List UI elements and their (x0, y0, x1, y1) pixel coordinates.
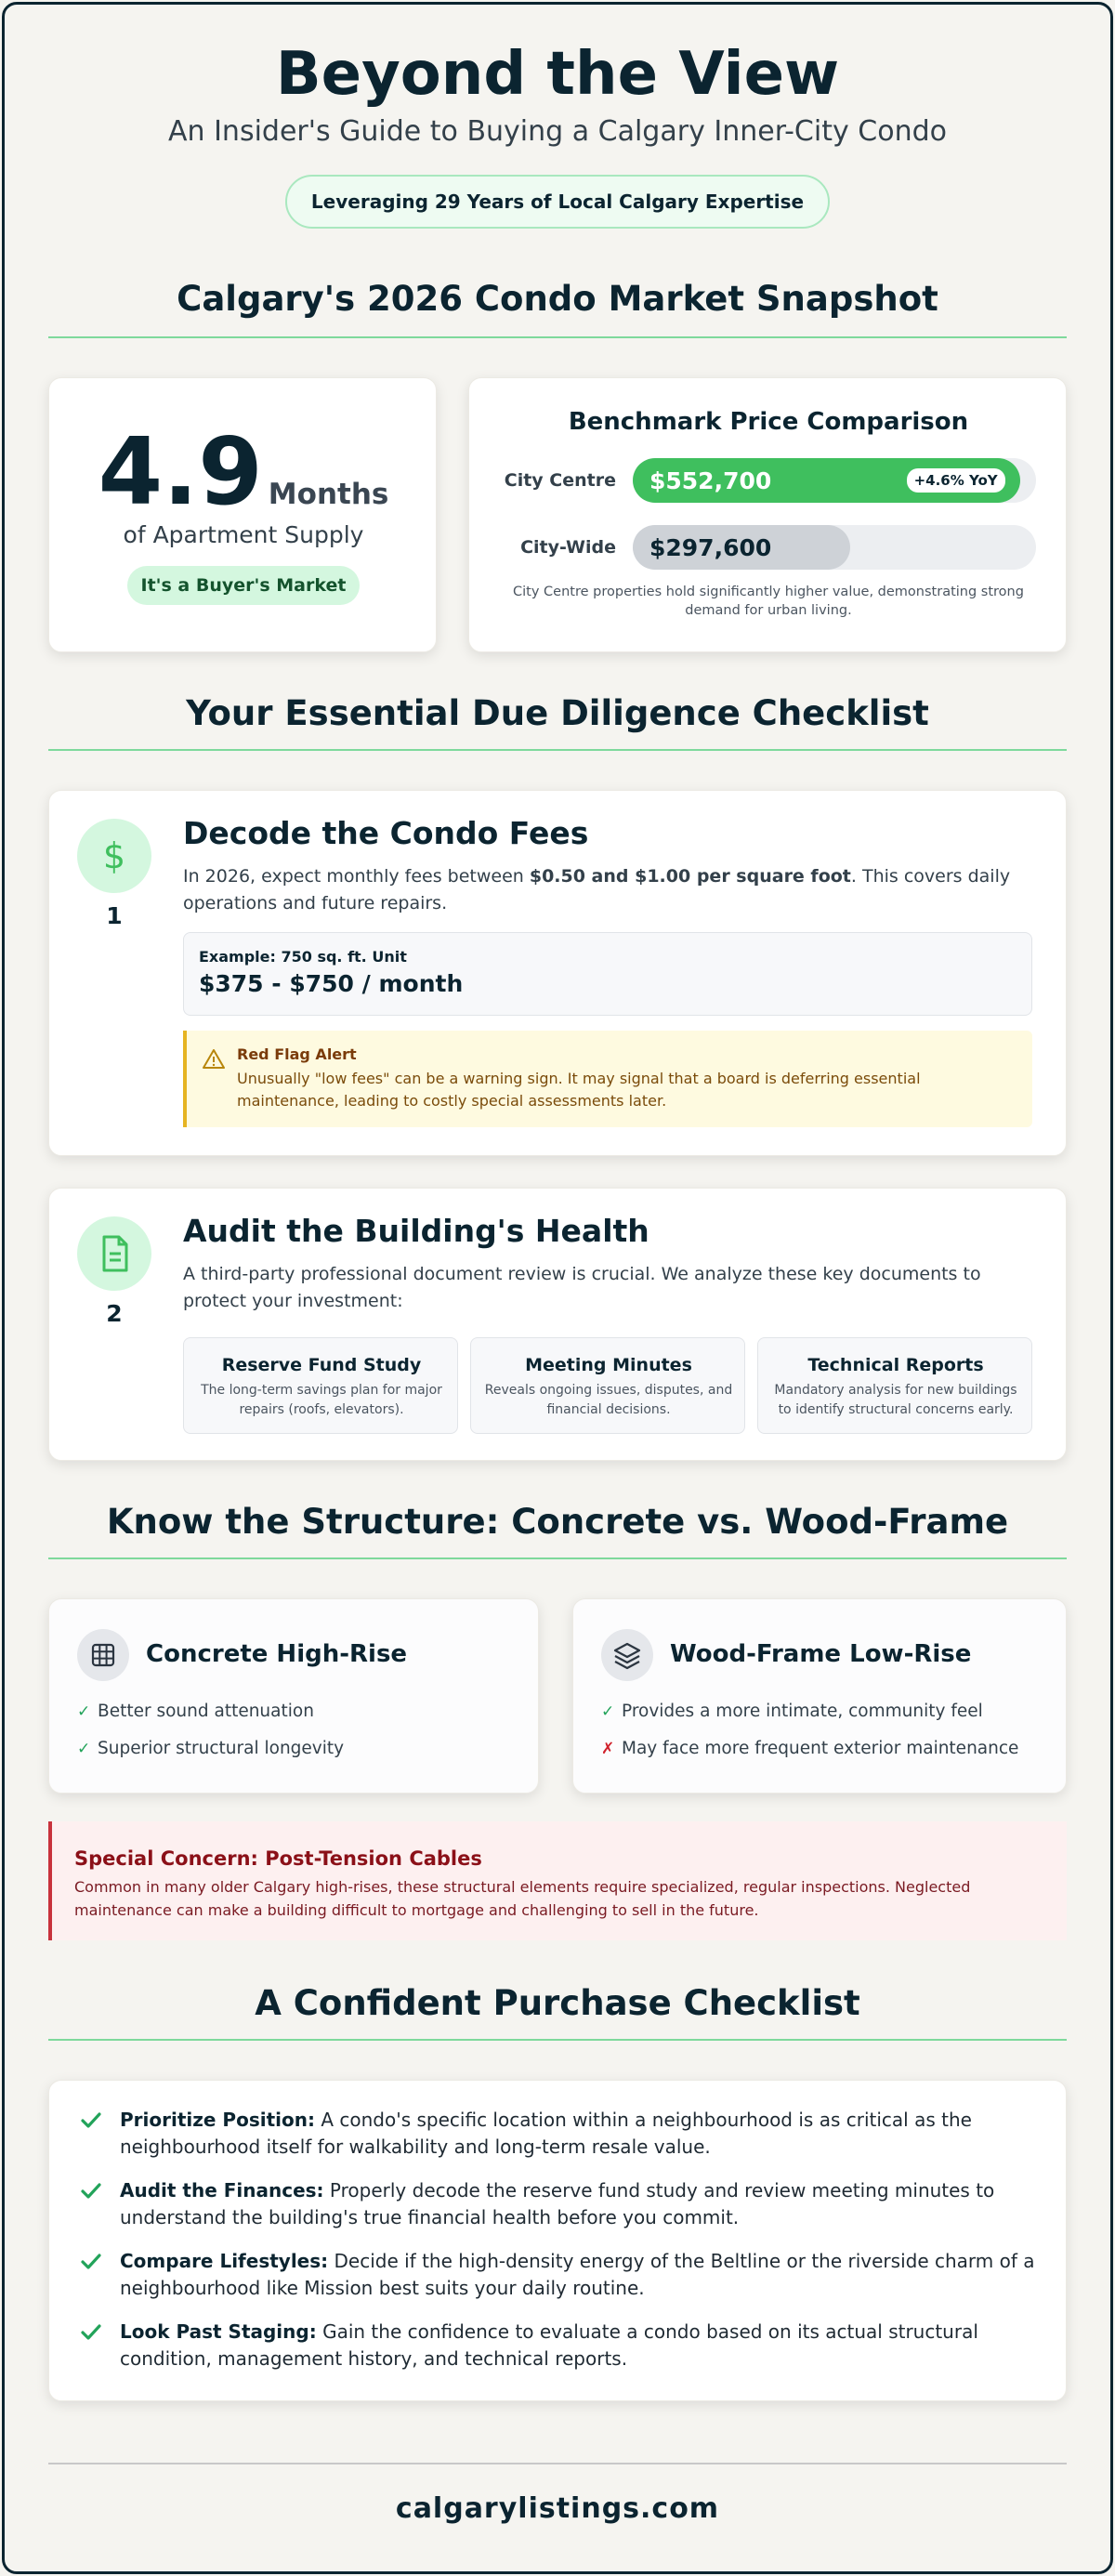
supply-value: 4.9 (98, 417, 263, 526)
expertise-badge: Leveraging 29 Years of Local Calgary Expertise (285, 175, 830, 229)
snapshot-title: Calgary's 2026 Condo Market Snapshot (177, 279, 938, 319)
check-icon: ✓ (77, 1702, 91, 1721)
document-icon (77, 1216, 151, 1291)
checklist-title: Your Essential Due Diligence Checklist (186, 693, 929, 733)
doc-title: Reserve Fund Study (221, 1355, 422, 1375)
bar-label: City Centre (504, 470, 616, 491)
expertise-badge-wrap (48, 175, 1067, 229)
final-checklist-title: A Confident Purchase Checklist (255, 1983, 860, 2023)
check-icon (79, 2320, 103, 2345)
concern-text: Common in many older Calgary high-rises, these structural elements require specialized, regular inspections. Neglected maintenance can make a building difficult to mortgage and challenging to sell in the future. (74, 1878, 971, 1919)
bar-value: $297,600 (649, 534, 772, 561)
doc-desc: Mandatory analysis for new buildings to identify structural concerns early. (774, 1383, 1017, 1417)
step-description: In 2026, expect monthly fees between $0.50 and $1.00 per square foot. This covers daily operations and future repairs. (183, 866, 1011, 913)
step-title: Audit the Building's Health (183, 1213, 649, 1249)
post-tension-concern (48, 1821, 1067, 1940)
final-checklist-card (48, 2080, 1067, 2401)
doc-meeting-minutes (470, 1337, 745, 1434)
supply-card (48, 377, 437, 652)
checklist-item: Prioritize Position: A condo's specific location within a neighbourhood is as critical as the neighbourhood itself for walkability and long-term resale value. (120, 2109, 972, 2158)
pro-item: ✓ Provides a more intimate, community feel (601, 1702, 983, 1721)
market-badge: It's a Buyer's Market (127, 566, 360, 605)
doc-reserve-fund (183, 1337, 458, 1434)
pro-item: ✓ Superior structural longevity (77, 1739, 345, 1758)
benchmark-title: Benchmark Price Comparison (568, 408, 969, 436)
bar-value: $552,700 (649, 467, 772, 494)
concrete-card (48, 1598, 539, 1794)
red-flag-alert (183, 1031, 1032, 1127)
section-divider (48, 336, 1067, 338)
step-number: 1 (106, 902, 123, 929)
alert-text: Unusually "low fees" can be a warning sign. It may signal that a board is deferring essential maintenance, leading to costly special assessments later. (237, 1070, 921, 1110)
benchmark-note: City Centre properties hold significantly higher value, demonstrating strong demand for urban living. (513, 585, 1024, 618)
doc-technical-reports (757, 1337, 1032, 1434)
concern-title: Special Concern: Post-Tension Cables (74, 1847, 482, 1870)
check-icon (79, 2109, 103, 2133)
yoy-badge: +4.6% YoY (907, 468, 1005, 493)
doc-title: Technical Reports (807, 1355, 984, 1375)
footer-divider (48, 2463, 1067, 2464)
example-caption: Example: 750 sq. ft. Unit (199, 948, 407, 966)
footer-site-link[interactable]: calgarylistings.com (395, 2492, 720, 2525)
step-number: 2 (106, 1300, 123, 1327)
checklist-item: Audit the Finances: Properly decode the reserve fund study and review meeting minutes to understand the building's true financial health before you commit. (120, 2179, 995, 2228)
alert-title: Red Flag Alert (237, 1045, 357, 1063)
fee-example (183, 932, 1032, 1016)
check-icon: ✓ (601, 1702, 615, 1721)
bar-row-city-centre (469, 458, 1068, 503)
cross-icon: ✗ (601, 1740, 615, 1758)
section-divider (48, 2039, 1067, 2041)
page-subtitle: An Insider's Guide to Buying a Calgary Inner-City Condo (168, 115, 947, 148)
con-item: ✗ May face more frequent exterior maintenance (601, 1739, 1019, 1758)
bar-label: City-Wide (520, 537, 616, 558)
supply-label: of Apartment Supply (123, 521, 364, 548)
supply-figure (49, 417, 438, 526)
example-value: $375 - $750 / month (199, 970, 464, 997)
pro-item: ✓ Better sound attenuation (77, 1702, 314, 1721)
section-divider (48, 1557, 1067, 1559)
warning-icon (202, 1047, 226, 1071)
structure-title-wood: Wood-Frame Low-Rise (670, 1640, 972, 1668)
checklist-item: Compare Lifestyles: Decide if the high-density energy of the Beltline or the riverside charm of a neighbourhood like Mission best suits your daily routine. (120, 2250, 1035, 2299)
bar-row-city-wide (469, 525, 1068, 570)
structure-title-concrete: Concrete High-Rise (146, 1640, 408, 1668)
step-card-audit (48, 1188, 1067, 1461)
bar-track (633, 525, 1036, 570)
supply-unit: Months (268, 478, 389, 511)
step-title: Decode the Condo Fees (183, 815, 589, 851)
section-divider (48, 749, 1067, 751)
grid-icon (77, 1629, 129, 1681)
check-icon: ✓ (77, 1740, 91, 1758)
doc-desc: The long-term savings plan for major repairs (roofs, elevators). (201, 1383, 442, 1417)
bar-fill-city-centre (633, 458, 1020, 503)
wood-frame-card (572, 1598, 1067, 1794)
step-card-fees (48, 790, 1067, 1156)
check-icon (79, 2250, 103, 2274)
step-description: A third-party professional document review is crucial. We analyze these key documents to protect your investment: (183, 1264, 981, 1311)
check-icon (79, 2179, 103, 2203)
doc-desc: Reveals ongoing issues, disputes, and financial decisions. (484, 1383, 733, 1417)
svg-text:$: $ (102, 835, 126, 876)
layers-icon (601, 1629, 653, 1681)
page-title: Beyond the View (275, 40, 840, 109)
structure-title: Know the Structure: Concrete vs. Wood-Frame (106, 1502, 1009, 1542)
bar-fill-city-wide (633, 525, 850, 570)
dollar-icon (77, 819, 151, 893)
doc-title: Meeting Minutes (525, 1355, 692, 1375)
benchmark-card (468, 377, 1067, 652)
bar-track (633, 458, 1036, 503)
checklist-item: Look Past Staging: Gain the confidence to evaluate a condo based on its actual structural condition, management history, and technical reports. (120, 2320, 978, 2370)
